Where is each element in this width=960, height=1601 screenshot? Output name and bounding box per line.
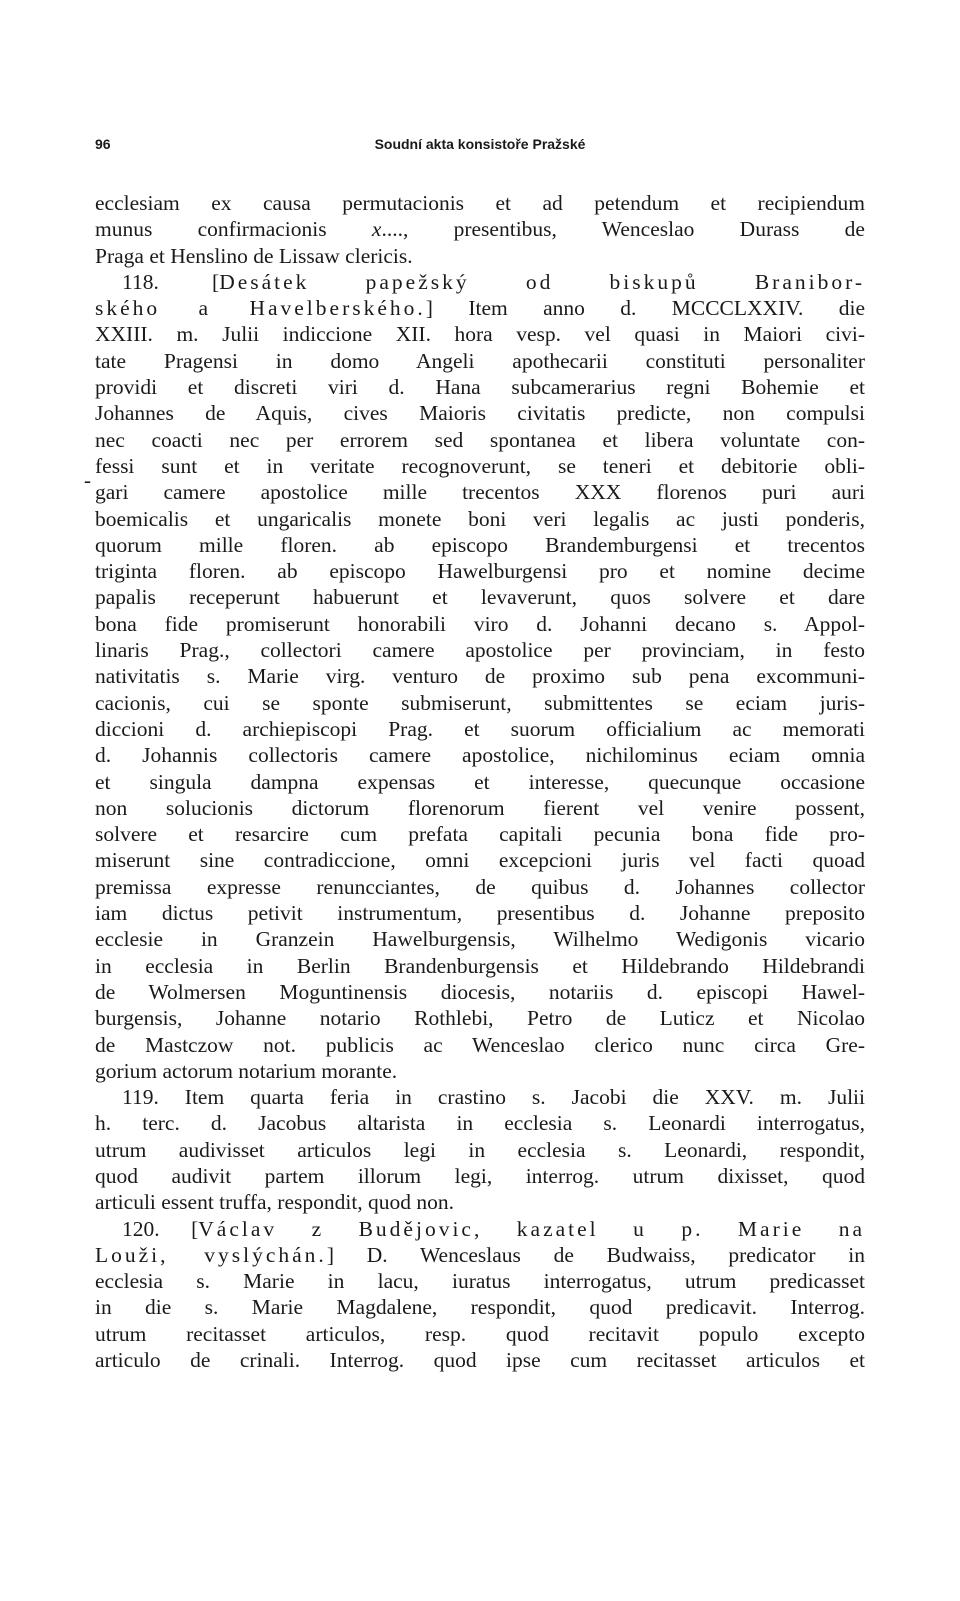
text-line: utrum recitasset articulos, resp. quod recitavit populo excepto	[95, 1321, 865, 1346]
text-line: Praga et Henslino de Lissaw clericis.	[95, 243, 413, 268]
margin-mark: -	[84, 468, 91, 492]
text-line: tate Pragensi in domo Angeli apothecarii constituti personaliter	[95, 348, 865, 373]
text-line: linaris Prag., collectori camere apostolice per provinciam, in festo	[95, 638, 865, 663]
text-line: nec coacti nec per errorem sed spontanea et libera voluntate con-	[95, 427, 865, 452]
text-line: in ecclesia in Berlin Brandenburgensis et Hildebrando Hildebrandi	[95, 953, 865, 978]
czech-heading: Václav z Budějovic, kazatel u p. Marie na	[198, 1216, 865, 1241]
text-line: ecclesie in Granzein Hawelburgensis, Wilhelmo Wedigonis vicario	[95, 927, 865, 952]
placeholder-x: x	[371, 217, 382, 242]
text-line: quod audivit partem illorum legi, interrog. utrum dixisset, quod	[95, 1163, 865, 1188]
text-line: ecclesia s. Marie in lacu, iuratus interrogatus, utrum predicasset	[95, 1269, 865, 1294]
text-line: burgensis, Johanne notario Rothlebi, Petro de Luticz et Nicolao	[95, 1006, 865, 1031]
page-number: 96	[95, 136, 111, 152]
text-line: non solucionis dictorum florenorum fierent vel venire possent,	[95, 795, 865, 820]
text-line: papalis receperunt habuerunt et levaverunt, quos solvere et dare	[95, 585, 865, 610]
text-line: ecclesiam ex causa permutacionis et ad petendum et recipiendum	[95, 191, 865, 215]
text-line: boemicalis et ungaricalis monete boni veri legalis ac justi ponderis,	[95, 506, 865, 531]
text-line: miserunt sine contradiccione, omni excepcioni juris vel facti quoad	[95, 848, 865, 873]
text-line: d. Johannis collectoris camere apostolice, nichilominus eciam omnia	[95, 743, 865, 768]
text-line: in die s. Marie Magdalene, respondit, quod predicavit. Interrog.	[95, 1295, 865, 1320]
text-line: triginta floren. ab episcopo Hawelburgensi pro et nomine decime	[95, 559, 865, 584]
text-line: 119. Item quarta feria in crastino s. Jacobi die XXV. m. Julii	[122, 1085, 865, 1110]
text-line: et singula dampna expensas et interesse, quecunque occasione	[95, 769, 865, 794]
text-line: gorium actorum notarium morante.	[95, 1058, 398, 1083]
heading-line: 120. [Václav z Budějovic, kazatel u p. Marie na	[122, 1216, 865, 1241]
text-line: articulo de crinali. Interrog. quod ipse cum recitasset articulos et	[95, 1348, 865, 1373]
text-line: nativitatis s. Marie virg. venturo de proximo sub pena excommuni-	[95, 664, 865, 689]
text-line: quorum mille floren. ab episcopo Brandemburgensi et trecentos	[95, 532, 865, 557]
text-line: de Wolmersen Moguntinensis diocesis, notariis d. episcopi Hawel-	[95, 979, 865, 1004]
heading-line: Louži, vyslýchán.] D. Wenceslaus de Budwaiss, predicator in	[95, 1242, 865, 1267]
text-line: Johannes de Aquis, cives Maioris civitatis predicte, non compulsi	[95, 401, 865, 426]
text-line: cacionis, cui se sponte submiserunt, submittentes se eciam juris-	[95, 690, 865, 715]
body-text	[95, 190, 865, 1373]
text-line: diccioni d. archiepiscopi Prag. et suorum officialium ac memorati	[95, 716, 865, 741]
heading-line: 118. [Desátek papežský od biskupů Branibor-	[122, 269, 865, 294]
text-line: gari camere apostolice mille trecentos XXX florenos puri auri	[95, 480, 865, 505]
czech-heading: Desátek papežský od biskupů Branibor-	[219, 269, 865, 294]
czech-heading: ského a Havelberského.	[95, 296, 426, 321]
text-line: de Mastczow not. publicis ac Wenceslao clerico nunc circa Gre-	[95, 1032, 865, 1057]
text-line: bona fide promiserunt honorabili viro d. Johanni decano s. Appol-	[95, 611, 865, 636]
text-line: iam dictus petivit instrumentum, presentibus d. Johanne preposito	[95, 901, 865, 926]
heading-line: ského a Havelberského.] Item anno d. MCCCLXXIV. die	[95, 296, 866, 321]
text-line: solvere et resarcire cum prefata capitali pecunia bona fide pro-	[95, 822, 865, 847]
text-line: premissa expresse renuncciantes, de quibus d. Johannes collector	[95, 874, 865, 899]
czech-heading: Louži, vyslýchán.	[95, 1242, 327, 1267]
text-line: h. terc. d. Jacobus altarista in ecclesia s. Leonardi interrogatus,	[95, 1111, 865, 1136]
text-line: utrum audivisset articulos legi in ecclesia s. Leonardi, respondit,	[95, 1137, 865, 1162]
text-line: articuli essent truffa, respondit, quod non.	[95, 1190, 455, 1215]
text-line: providi et discreti viri d. Hana subcamerarius regni Bohemie et	[95, 375, 865, 400]
running-head	[95, 136, 865, 158]
text-line: XXIII. m. Julii indiccione XII. hora vesp. vel quasi in Maiori civi-	[95, 322, 865, 347]
text-line: munus confirmacionis x...., presentibus, Wenceslao Durass de	[95, 217, 865, 242]
running-title: Soudní akta konsistoře Pražské	[374, 136, 586, 152]
text-line: fessi sunt et in veritate recognoverunt, se teneri et debitorie obli-	[95, 453, 865, 478]
